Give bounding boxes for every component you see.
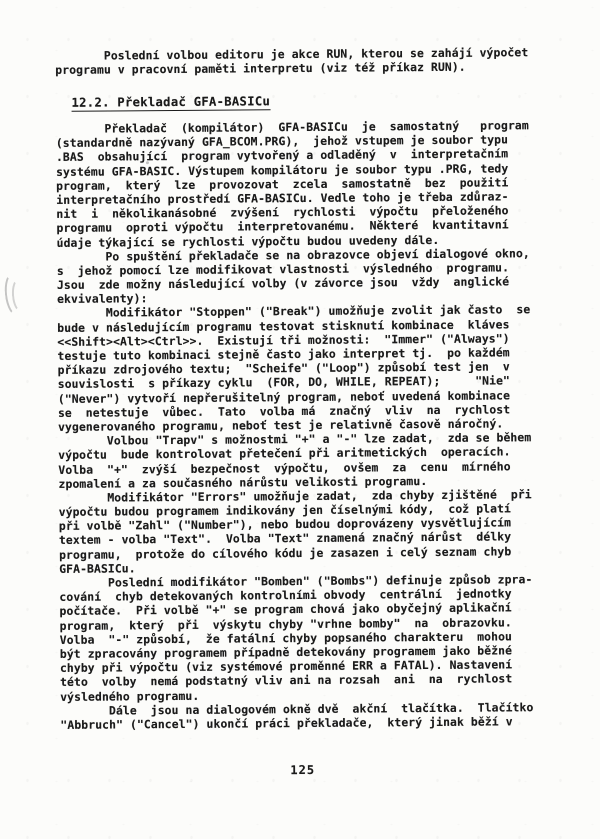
text-line: Překladač (kompilátor) GFA-BASICu je samostatný program xyxy=(55,118,529,136)
text-line: GFA-BASICu. xyxy=(59,561,136,576)
text-line: zpomalení a za současného nárůstu velikosti programu. xyxy=(58,473,428,491)
text-line: Poslední volbou editoru je akce RUN, kterou se zahájí výpočet xyxy=(55,45,529,63)
text-line: výpočtu budou programem indikovány jen číselnými kódy, což platí xyxy=(58,501,512,519)
text-line: výpočtu bude kontrolovat přetečení při aritmetických operacích. xyxy=(58,444,511,463)
text-line: Poslední modifikátor "Bomben" ("Bombs") definuje způsob zpra- xyxy=(59,572,533,590)
text-line: Volbou "Trapv" s možnostmi "+" a "-" lze zadat, zda se během xyxy=(58,430,532,449)
text-line: souvislosti s příkazy cyklu (FOR, DO, WHILE, REPEAT); "Nie" xyxy=(57,373,511,392)
text-line: vygenerovaného programu, neboť test je relativně časově náročný. xyxy=(57,416,504,434)
text-line: programu, protože do cílového kódu je zasazen i celý seznam chyb xyxy=(58,543,512,562)
text-line: s jehož pomocí lze modifikovat vlastnosti výsledného programu. xyxy=(56,260,510,278)
section-heading: 12.2. Překladač GFA-BASICu xyxy=(71,94,271,110)
text-line: bude v následujícím programu testovat stisknutí kombinace kláves xyxy=(57,316,510,335)
text-line: testuje tuto kombinaci stejně často jako interpret tj. po každém xyxy=(57,345,510,363)
text-line: <<Shift><Alt><Ctrl>>. Existují tři možnosti: "Immer" ("Always") xyxy=(57,331,510,349)
scan-artifact xyxy=(3,270,25,322)
text-line: při volbě "Zahl" ("Number"), nebo budou doprovázeny vysvětlujícím xyxy=(58,515,512,534)
text-line: program, který při výskytu chyby "vrhne bomby" na obrazovku. xyxy=(59,614,512,633)
text-line: být zpracovány programem případně detekovány programem jako běžné xyxy=(59,643,513,661)
scan-smudge xyxy=(146,161,149,164)
intro-paragraph xyxy=(55,45,528,77)
text-line: .BAS obsahující program vytvořený a odladěný v interpretačním xyxy=(55,146,509,165)
text-line: údaje týkající se rychlosti výpočtu budou uvedeny dále. xyxy=(56,232,440,250)
text-line: program, který lze provozovat zcela samostatně bez použití xyxy=(56,175,509,193)
text-line: se netestuje vůbec. Tato volba má značný vliv na rychlost xyxy=(57,402,511,420)
text-line: Po spuštění překladače se na obrazovce objeví dialogové okno, xyxy=(56,245,530,264)
text-line: chyby při výpočtu (viz systémové proměnné ERR a FATAL). Nastavení xyxy=(59,657,513,676)
text-line: této volby nemá podstatný vliv ani na rozsah ani na rychlost xyxy=(59,671,513,690)
text-line: příkazu zdrojového textu; "Scheife" ("Loop") způsobí test jen v xyxy=(57,359,510,378)
text-line: "Abbruch" ("Cancel") ukončí práci překladače, který jinak běží v xyxy=(60,714,513,732)
text-line: interpretačního prostředí GFA-BASICu. Vedle toho je třeba zdůraz- xyxy=(56,189,509,207)
body-text xyxy=(56,118,534,732)
text-line: nit i několikanásobné zvýšení rychlosti výpočtu přeloženého xyxy=(56,203,509,222)
text-line: Volba "+" zvýší bezpečnost výpočtu, ovšem za cenu mírného xyxy=(58,458,511,477)
text-line: textem - volba "Text". Volba "Text" znamená značný nárůst délky xyxy=(58,529,512,548)
text-line: ("Never") vytvoří nepřerušitelný program, neboť uvedená kombinace xyxy=(57,387,511,406)
text-line: počítače. Při volbě "+" se program chová jako obyčejný aplikační xyxy=(59,600,512,619)
text-line: cování chyb detekovaných kontrolními obvody centrální jednotky xyxy=(59,586,512,605)
text-line: Jsou zde možny následující volby (v závorce jsou vždy anglické xyxy=(56,274,510,292)
text-line: Volba "-" způsobí, že fatální chyby popsaného charakteru mohou xyxy=(59,629,513,647)
text-line: programu oproti výpočtu interpretovanému. Některé kvantitavní xyxy=(56,217,509,236)
text-line: Modifikátor "Errors" umožňuje zadat, zda chyby zjištěné při xyxy=(58,487,532,505)
text-line: programu v pracovní paměti interpretu (viz též příkaz RUN). xyxy=(55,59,466,78)
text-line: ekvivalenty): xyxy=(56,291,148,307)
text-line: výsledného programu. xyxy=(60,688,200,704)
text-line: Modifikátor "Stoppen" ("Break") umožňuje zvolit jak často se xyxy=(57,302,531,321)
text-line: Dále jsou na dialogovém okně dvě akční tlačítka. Tlačítko xyxy=(60,699,534,718)
text-line: (standardně nazývaný GFA_BCOM.PRG), jehož vstupem je soubor typu xyxy=(55,132,509,151)
page-number: 125 xyxy=(290,762,316,778)
text-line: systému GFA-BASIC. Výstupem kompilátoru je soubor typu .PRG, tedy xyxy=(55,160,509,179)
